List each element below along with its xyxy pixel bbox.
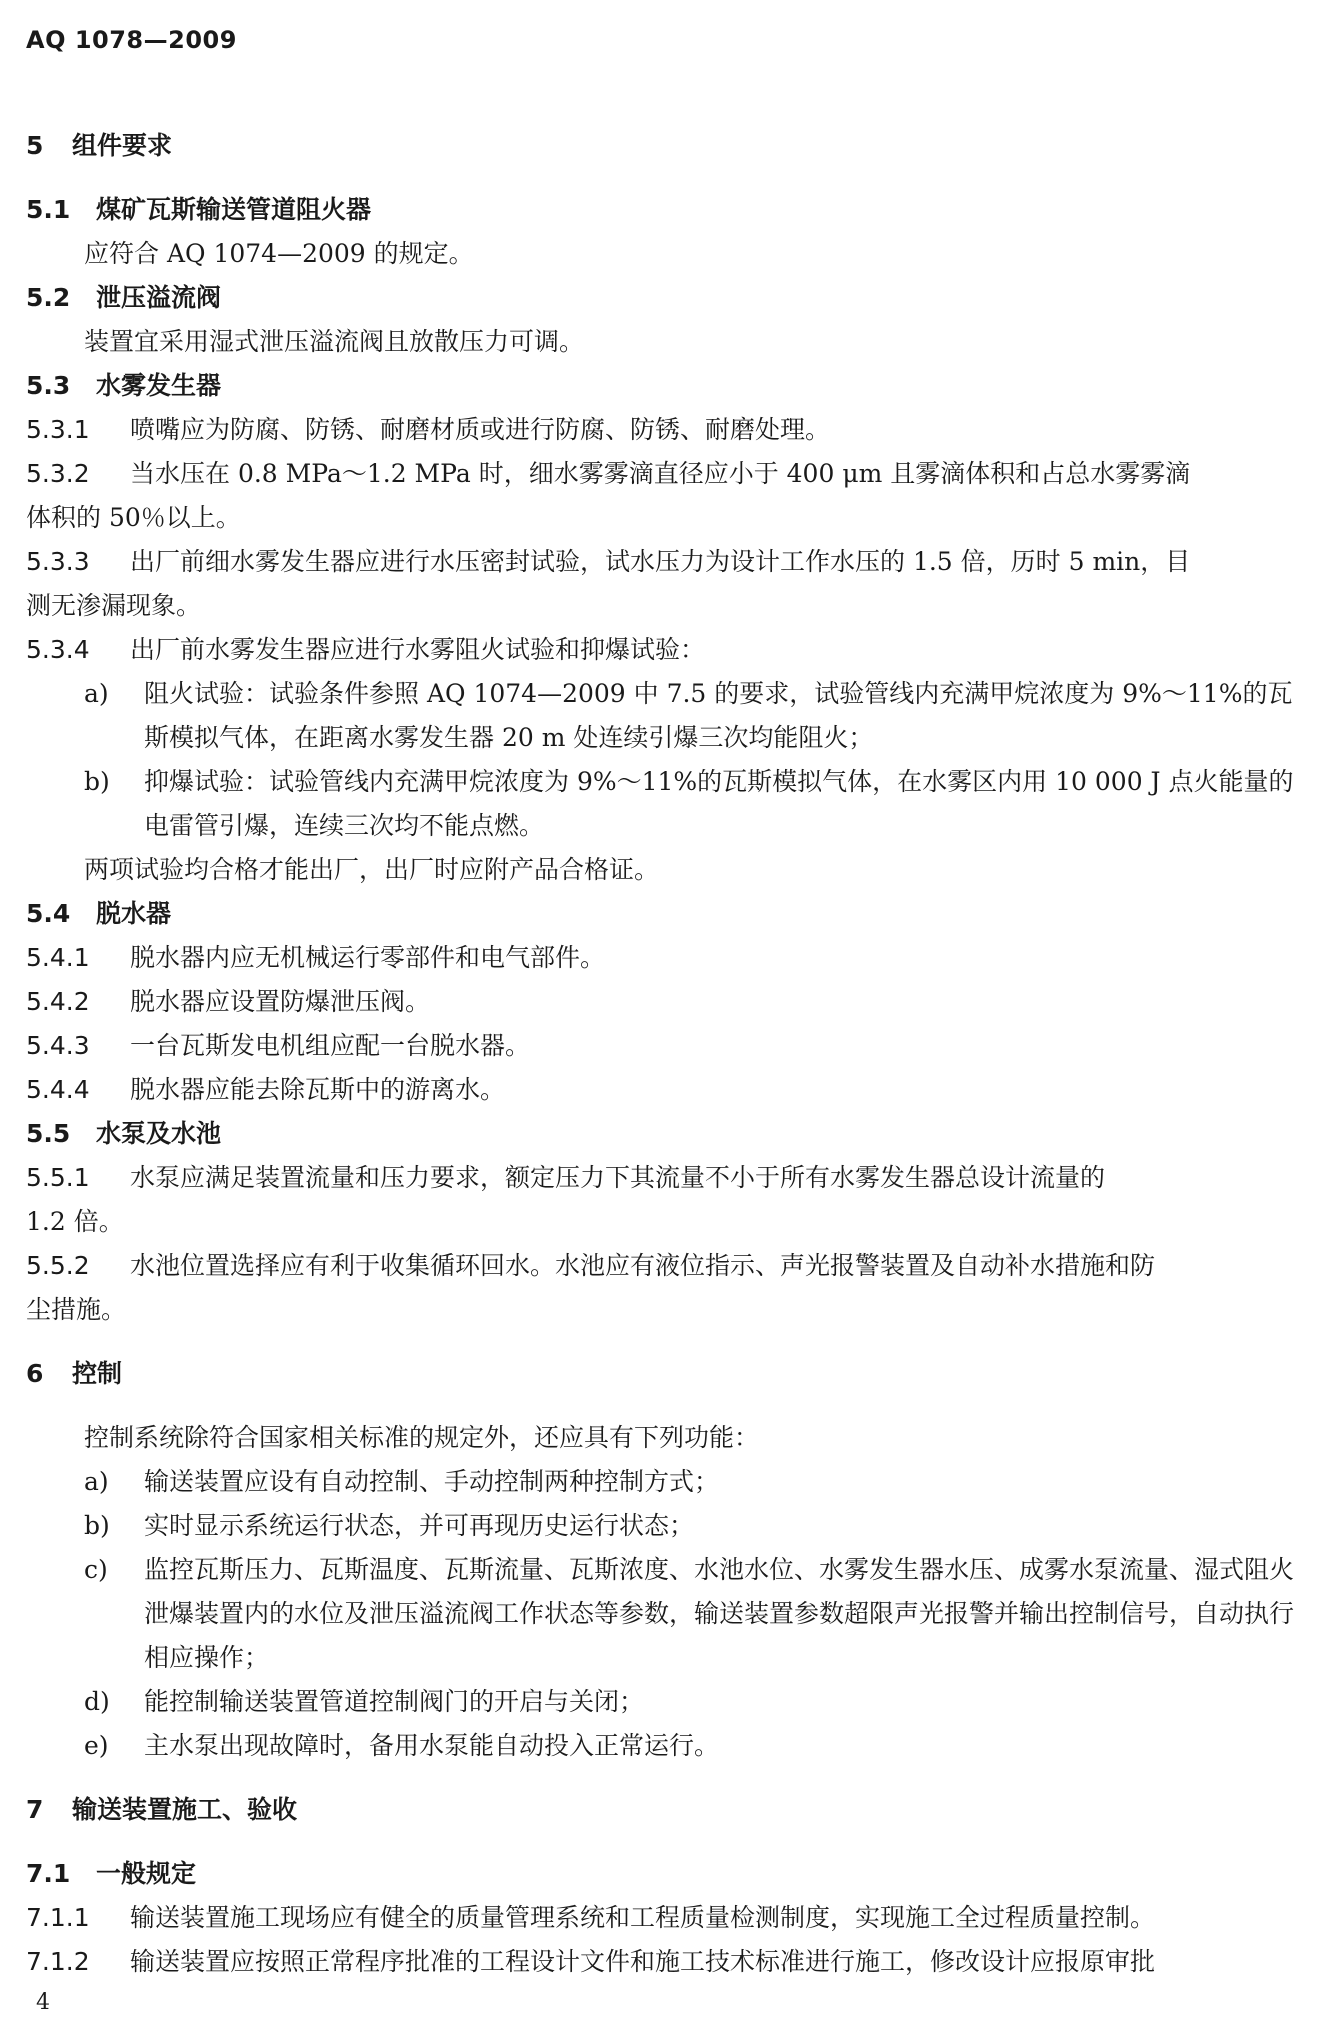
section-title: 输送装置施工、验收	[72, 1795, 298, 1824]
list-label: b)	[84, 1511, 110, 1540]
clause-5-3-2-continuation: 体积的 50％以上。	[26, 503, 241, 532]
document-body	[26, 124, 1311, 1984]
clause-7-1-1	[26, 1896, 1311, 1940]
clause-number: 5.4.2	[26, 987, 90, 1016]
clause-text: 喷嘴应为防腐、防锈、耐磨材质或进行防腐、防锈、耐磨处理。	[130, 415, 831, 444]
clause-number: 5.5.1	[26, 1163, 90, 1192]
section-number: 5.4	[26, 899, 71, 928]
clause-text: 脱水器应能去除瓦斯中的游离水。	[130, 1075, 506, 1104]
section-number: 7.1	[26, 1859, 71, 1888]
section-6-heading	[26, 1352, 1311, 1396]
clause-5-4-3	[26, 1024, 1311, 1068]
list-label: c)	[84, 1555, 108, 1584]
clause-text: 出厂前水雾发生器应进行水雾阻火试验和抑爆试验：	[130, 635, 706, 664]
section-5-2-body: 装置宜采用湿式泄压溢流阀且放散压力可调。	[84, 327, 585, 356]
clause-number: 5.4.1	[26, 943, 90, 972]
section-5-heading	[26, 124, 1311, 168]
list-text: 实时显示系统运行状态，并可再现历史运行状态；	[144, 1511, 695, 1540]
list-item-c	[26, 1548, 1311, 1680]
clause-number: 7.1.2	[26, 1947, 90, 1976]
section-title: 组件要求	[72, 131, 173, 160]
section-title: 水雾发生器	[96, 371, 222, 400]
section-6-intro: 控制系统除符合国家相关标准的规定外，还应具有下列功能：	[84, 1423, 760, 1452]
section-5-3-heading	[26, 364, 1311, 408]
section-5-1-heading	[26, 188, 1311, 232]
list-text: 监控瓦斯压力、瓦斯温度、瓦斯流量、瓦斯浓度、水池水位、水雾发生器水压、成雾水泵流量、湿式阻火泄爆装置内的水位及泄压溢流阀工作状态等参数，输送装置参数超限声光报警并输出控制信号，自动执行相应操作；	[144, 1555, 1295, 1672]
list-item-a	[26, 672, 1311, 760]
section-number: 5.2	[26, 283, 71, 312]
clause-5-3-4	[26, 628, 1311, 672]
list-item-e	[26, 1724, 1311, 1768]
list-label: a)	[84, 1467, 109, 1496]
clause-number: 5.3.3	[26, 547, 90, 576]
clause-text: 水池位置选择应有利于收集循环回水。水池应有液位指示、声光报警装置及自动补水措施和防	[130, 1251, 1156, 1280]
clause-number: 5.5.2	[26, 1251, 90, 1280]
section-7-1-heading	[26, 1852, 1311, 1896]
list-item-b	[26, 1504, 1311, 1548]
section-title: 泄压溢流阀	[96, 283, 222, 312]
section-5-2-heading	[26, 276, 1311, 320]
list-text: 阻火试验：试验条件参照 AQ 1074—2009 中 7.5 的要求，试验管线内充满甲烷浓度为 9%～11%的瓦斯模拟气体，在距离水雾发生器 20 m 处连续引爆三次均能阻火；	[144, 679, 1293, 752]
section-number: 5.5	[26, 1119, 71, 1148]
section-number: 5.1	[26, 195, 71, 224]
section-5-4-heading	[26, 892, 1311, 936]
list-item-a	[26, 1460, 1311, 1504]
clause-text: 脱水器内应无机械运行零部件和电气部件。	[130, 943, 606, 972]
list-label: a)	[84, 679, 109, 708]
clause-text: 水泵应满足装置流量和压力要求，额定压力下其流量不小于所有水雾发生器总设计流量的	[130, 1163, 1106, 1192]
clause-5-3-3	[26, 540, 1311, 584]
clause-number: 5.4.4	[26, 1075, 90, 1104]
clause-5-5-2-continuation: 尘措施。	[26, 1295, 127, 1324]
section-number: 5.3	[26, 371, 71, 400]
list-label: d)	[84, 1687, 110, 1716]
list-text: 输送装置应设有自动控制、手动控制两种控制方式；	[144, 1467, 720, 1496]
clause-7-1-2	[26, 1940, 1311, 1984]
section-number: 7	[26, 1795, 44, 1824]
clause-number: 5.3.1	[26, 415, 90, 444]
section-7-heading	[26, 1788, 1311, 1832]
clause-5-3-3-continuation: 测无渗漏现象。	[26, 591, 202, 620]
section-number: 5	[26, 131, 44, 160]
clause-5-4-4	[26, 1068, 1311, 1112]
list-item-d	[26, 1680, 1311, 1724]
section-5-5-heading	[26, 1112, 1311, 1156]
list-label: e)	[84, 1731, 109, 1760]
clause-number: 7.1.1	[26, 1903, 90, 1932]
list-text: 主水泵出现故障时，备用水泵能自动投入正常运行。	[144, 1731, 720, 1760]
list-item-b	[26, 760, 1311, 848]
clause-number: 5.3.4	[26, 635, 90, 664]
clause-5-5-2	[26, 1244, 1311, 1288]
clause-number: 5.3.2	[26, 459, 90, 488]
section-title: 水泵及水池	[96, 1119, 222, 1148]
clause-text: 输送装置应按照正常程序批准的工程设计文件和施工技术标准进行施工，修改设计应报原审批	[130, 1947, 1156, 1976]
list-text: 能控制输送装置管道控制阀门的开启与关闭；	[144, 1687, 645, 1716]
clause-text: 输送装置施工现场应有健全的质量管理系统和工程质量检测制度，实现施工全过程质量控制。	[130, 1903, 1156, 1932]
clause-number: 5.4.3	[26, 1031, 90, 1060]
clause-5-3-1	[26, 408, 1311, 452]
clause-5-3-4-tail: 两项试验均合格才能出厂，出厂时应附产品合格证。	[84, 855, 660, 884]
clause-text: 出厂前细水雾发生器应进行水压密封试验，试水压力为设计工作水压的 1.5 倍，历时 5 min，目	[130, 547, 1191, 576]
section-number: 6	[26, 1359, 44, 1388]
clause-text: 脱水器应设置防爆泄压阀。	[130, 987, 431, 1016]
clause-5-5-1-continuation: 1.2 倍。	[26, 1207, 124, 1236]
section-title: 控制	[72, 1359, 123, 1388]
section-title: 脱水器	[96, 899, 172, 928]
clause-5-5-1	[26, 1156, 1311, 1200]
clause-5-4-1	[26, 936, 1311, 980]
clause-5-4-2	[26, 980, 1311, 1024]
section-5-1-body: 应符合 AQ 1074—2009 的规定。	[84, 239, 474, 268]
list-label: b)	[84, 767, 110, 796]
list-text: 抑爆试验：试验管线内充满甲烷浓度为 9%～11%的瓦斯模拟气体，在水雾区内用 10 000 J 点火能量的电雷管引爆，连续三次均不能点燃。	[144, 767, 1294, 840]
clause-5-3-2	[26, 452, 1311, 496]
clause-text: 一台瓦斯发电机组应配一台脱水器。	[130, 1031, 531, 1060]
document-header: AQ 1078—2009	[26, 26, 237, 54]
section-title: 一般规定	[96, 1859, 197, 1888]
page-number: 4	[36, 1990, 50, 2015]
section-title: 煤矿瓦斯输送管道阻火器	[96, 195, 372, 224]
clause-text: 当水压在 0.8 MPa～1.2 MPa 时，细水雾雾滴直径应小于 400 μm 且雾滴体积和占总水雾雾滴	[130, 459, 1191, 488]
